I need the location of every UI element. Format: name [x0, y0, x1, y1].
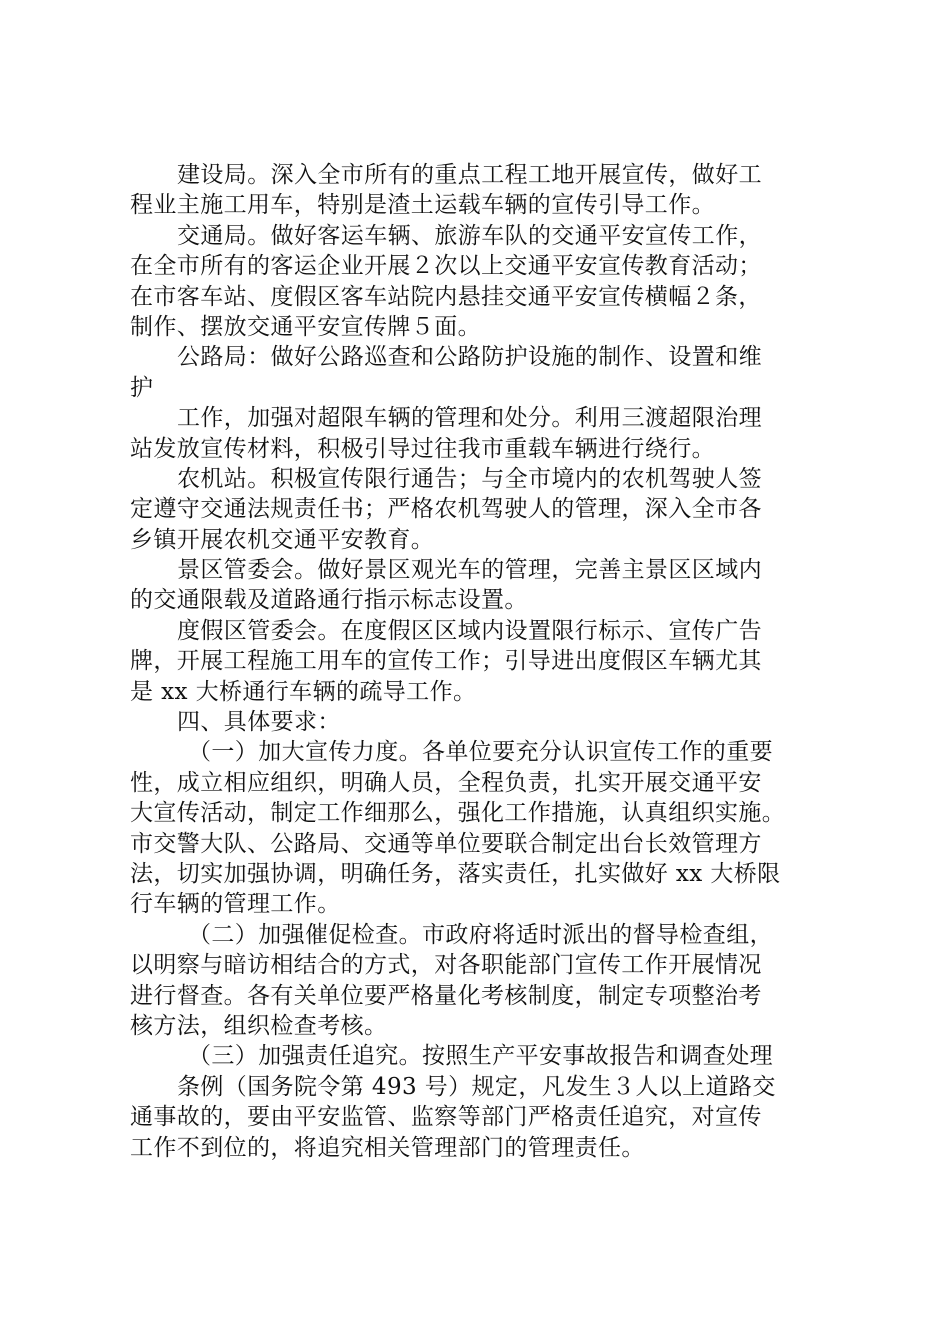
text-line: 农机站。积极宣传限行通告；与全市境内的农机驾驶人签 — [177, 465, 762, 492]
text-line: 在市客车站、度假区客车站院内悬挂交通平安宣传横幅２条， — [130, 283, 762, 310]
text-line: 行车辆的管理工作。 — [130, 891, 341, 918]
text-line: 工作不到位的，将追究相关管理部门的管理责任。 — [130, 1134, 645, 1161]
text-line: （一）加大宣传力度。各单位要充分认识宣传工作的重要 — [188, 739, 773, 766]
text-line: 景区管委会。做好景区观光车的管理，完善主景区区域内 — [177, 557, 762, 584]
text-line: 进行督查。各有关单位要严格量化考核制度，制定专项整治考 — [130, 982, 762, 1009]
text-line: 的交通限载及道路通行指示标志设置。 — [130, 587, 528, 614]
text-line: 公路局：做好公路巡查和公路防护设施的制作、设置和维 — [177, 344, 762, 371]
text-line: 条例（国务院令第 493 号）规定，凡发生３人以上道路交 — [177, 1073, 776, 1100]
text-line: 在全市所有的客运企业开展２次以上交通平安宣传教育活动； — [130, 253, 762, 280]
text-line: 乡镇开展农机交通平安教育。 — [130, 526, 435, 553]
text-line: 通事故的，要由平安监管、监察等部门严格责任追究，对宣传 — [130, 1104, 762, 1131]
document-body — [130, 160, 830, 1163]
text-line: 性，成立相应组织，明确人员，全程负责，扎实开展交通平安 — [130, 769, 762, 796]
text-line: 护 — [130, 374, 154, 401]
text-line: 法，切实加强协调，明确任务，落实责任，扎实做好 xx 大桥限 — [130, 860, 781, 887]
text-line: 制作、摆放交通平安宣传牌５面。 — [130, 313, 481, 340]
text-line: 交通局。做好客运车辆、旅游车队的交通平安宣传工作， — [177, 222, 762, 249]
text-line: 定遵守交通法规责任书；严格农机驾驶人的管理，深入全市各 — [130, 496, 762, 523]
text-line: 四、具体要求： — [177, 709, 341, 736]
text-line: 站发放宣传材料，积极引导过往我市重载车辆进行绕行。 — [130, 435, 715, 462]
text-line: 建设局。深入全市所有的重点工程工地开展宣传，做好工 — [177, 162, 762, 188]
text-line: 以明察与暗访相结合的方式，对各职能部门宣传工作开展情况 — [130, 952, 762, 979]
text-line: 工作，加强对超限车辆的管理和处分。利用三渡超限治理 — [177, 405, 762, 432]
text-line: 市交警大队、公路局、交通等单位要联合制定出台长效管理方 — [130, 830, 762, 857]
text-line: 度假区管委会。在度假区区域内设置限行标示、宣传广告 — [177, 617, 762, 644]
text-line: （三）加强责任追究。按照生产平安事故报告和调查处理 — [188, 1043, 773, 1070]
text-line: 核方法，组织检查考核。 — [130, 1012, 388, 1039]
text-line: （二）加强催促检查。市政府将适时派出的督导检查组， — [188, 921, 773, 948]
text-line: 牌，开展工程施工用车的宣传工作；引导进出度假区车辆尤其 — [130, 648, 762, 675]
text-line: 是 xx 大桥通行车辆的疏导工作。 — [130, 678, 477, 705]
text-line: 程业主施工用车，特别是渣土运载车辆的宣传引导工作。 — [130, 192, 715, 219]
text-line: 大宣传活动，制定工作细那么，强化工作措施，认真组织实施。 — [130, 800, 786, 827]
